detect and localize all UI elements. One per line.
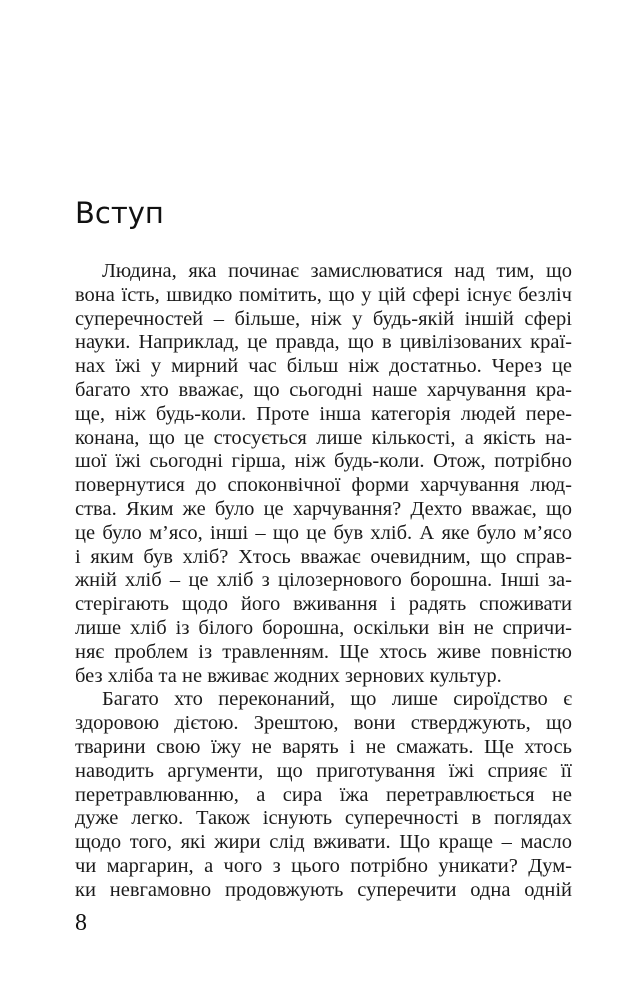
text-line: науки. Наприклад, це правда, що в цивілізованих краї- xyxy=(75,331,572,354)
text-line: няє проблем із травленням. Ще хтось живе повністю xyxy=(75,640,572,663)
text-line: перетравлюванню, а сира їжа перетравлюється не xyxy=(75,783,572,806)
text-line: стерігають щодо його вживання і радять споживати xyxy=(75,593,572,616)
paragraph xyxy=(75,688,572,902)
text-line: Людина, яка починає замислюватися над тим, що xyxy=(102,260,572,282)
page-number: 8 xyxy=(75,910,87,936)
text-line: лише хліб із білого борошна, оскільки він не спричи- xyxy=(75,616,572,639)
text-line: тварини свою їжу не варять і не смажать. Ще хтось xyxy=(75,735,572,758)
text-line: вона їсть, швидко помітить, що у цій сфері існує безліч xyxy=(75,283,572,306)
text-line: чи маргарин, а чого з цього потрібно уникати? Дум- xyxy=(75,854,572,877)
text-line: ще, ніж будь-коли. Проте інша категорія людей пере- xyxy=(75,402,572,425)
text-line: дуже легко. Також існують суперечності в поглядах xyxy=(75,807,572,830)
text-line: наводить аргументи, що приготування їжі сприяє її xyxy=(75,759,572,782)
text-line: конана, що це стосується лише кількості, а якість на- xyxy=(75,426,572,449)
body-text xyxy=(75,260,572,903)
chapter-title: Вступ xyxy=(75,196,164,230)
text-line: ства. Яким же було це харчування? Дехто вважає, що xyxy=(75,497,572,520)
text-line: жній хліб – це хліб з цілозернового борошна. Інші за- xyxy=(75,569,572,592)
text-line: ки невгамовно продовжують суперечити одна одній xyxy=(75,878,572,901)
text-line: без хліба та не вживає жодних зернових культур. xyxy=(75,664,502,687)
text-line: повернутися до споконвічної форми харчування люд- xyxy=(75,474,572,497)
text-line: здоровою дієтою. Зрештою, вони стверджують, що xyxy=(75,712,572,735)
text-line: суперечностей – більше, ніж у будь-якій іншій сфері xyxy=(75,307,572,330)
text-line: і яким був хліб? Хтось вважає очевидним, що справ- xyxy=(75,545,572,568)
text-line: Багато хто переконаний, що лише сироїдство є xyxy=(102,688,572,711)
text-line: шої їжі сьогодні гірша, ніж будь-коли. Отож, потрібно xyxy=(75,450,572,473)
text-line: нах їжі у мирний час більш ніж достатньо. Через це xyxy=(75,355,572,378)
text-line: багато хто вважає, що сьогодні наше харчування кра- xyxy=(75,378,572,401)
text-line: щодо того, які жири слід вживати. Що краще – масло xyxy=(75,831,572,854)
text-line: це було м’ясо, інші – що це був хліб. А яке було м’ясо xyxy=(75,521,572,544)
paragraph xyxy=(75,260,572,688)
